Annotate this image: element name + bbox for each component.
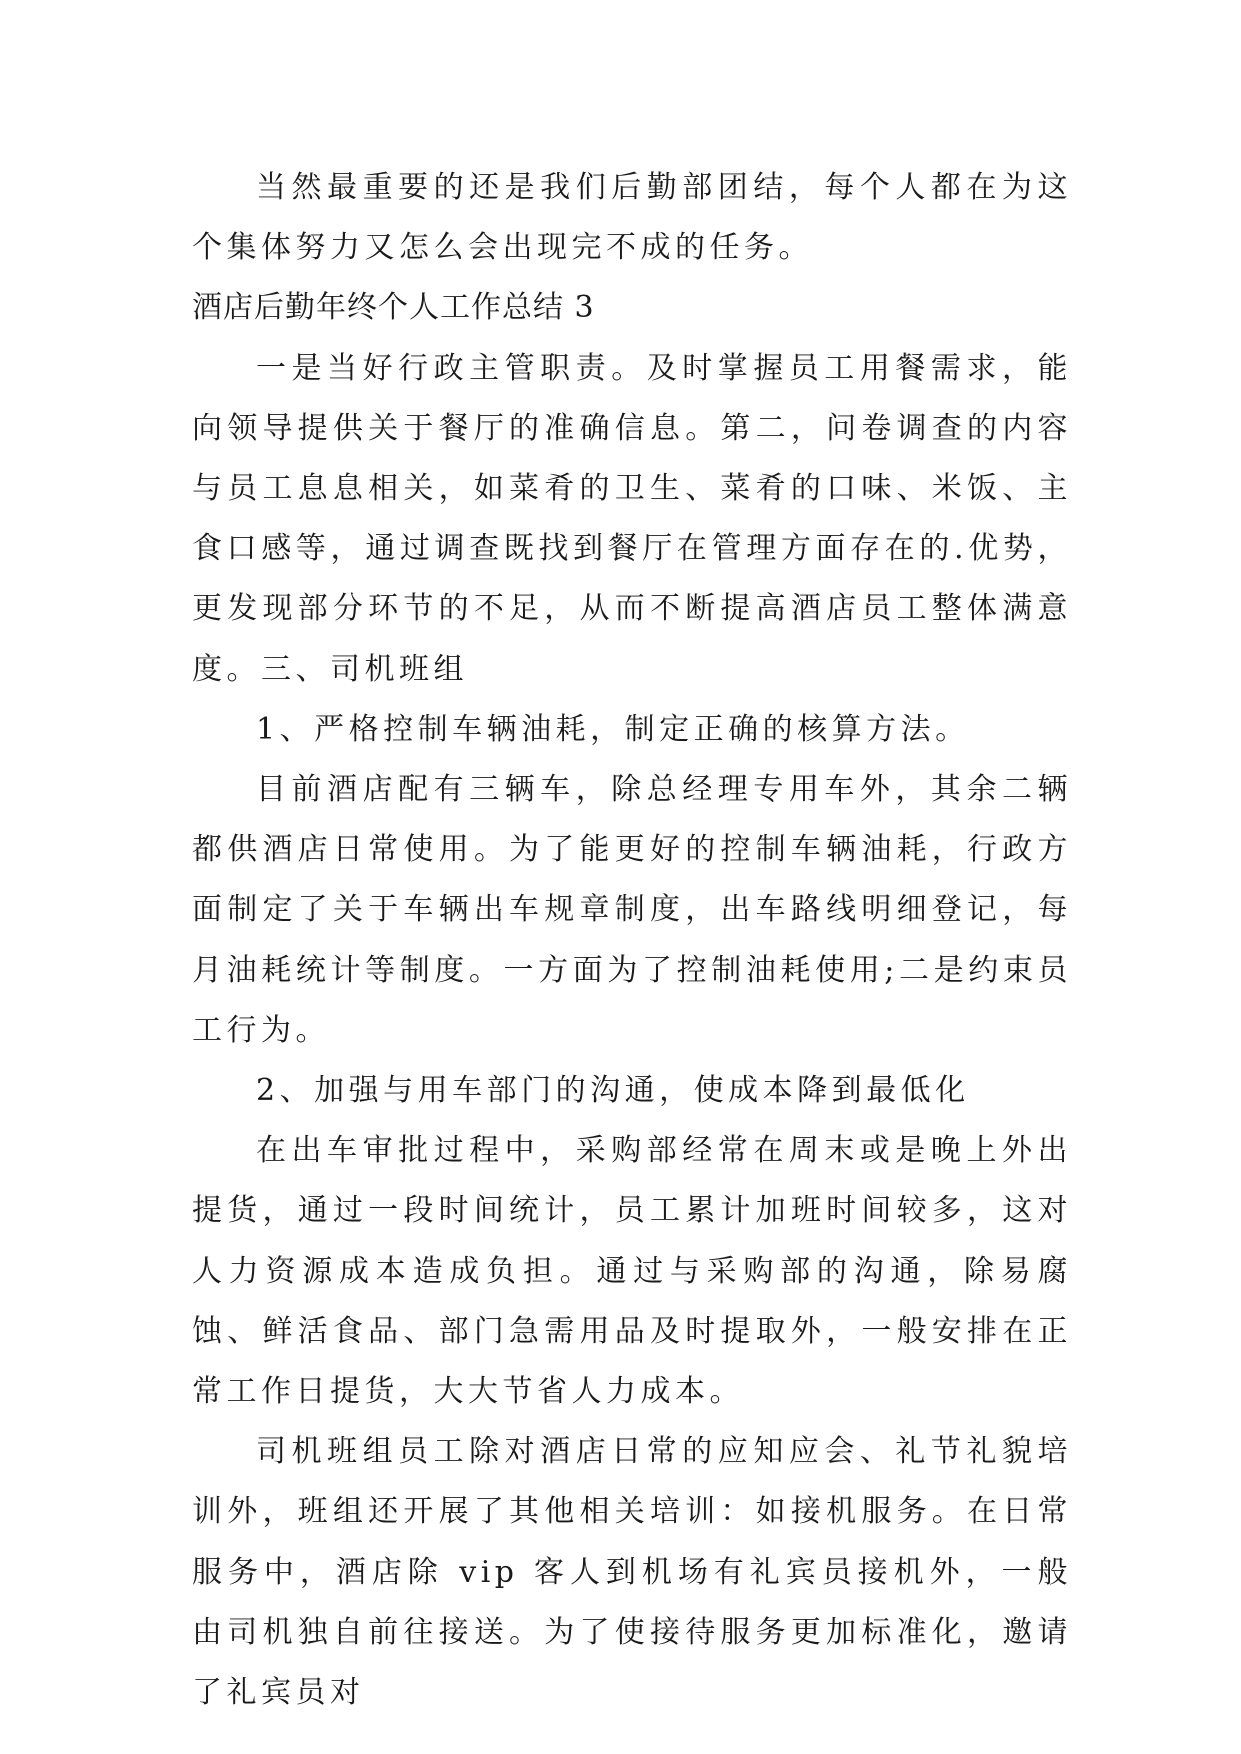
- paragraph-vehicles: 目前酒店配有三辆车，除总经理专用车外，其余二辆都供酒店日常使用。为了能更好的控制车辆油耗，行政方面制定了关于车辆出车规章制度，出车路线明细登记，每月油耗统计等制度。一方面为了控制油耗使用;二是约束员工行为。: [192, 772, 1072, 1048]
- paragraph-admin-duties: 一是当好行政主管职责。及时掌握员工用餐需求，能向领导提供关于餐厅的准确信息。第二，问卷调查的内容与员工息息相关，如菜肴的卫生、菜肴的口味、米饭、主食口感等，通过调查既找到餐厅在管理方面存在的.优势，更发现部分环节的不足，从而不断提高酒店员工整体满意度。三、司机班组: [192, 350, 1072, 687]
- paragraph-driver-training: 司机班组员工除对酒店日常的应知应会、礼节礼貌培训外，班组还开展了其他相关培训：如接机服务。在日常服务中，酒店除 vip 客人到机场有礼宾员接机外，一般由司机独自前往接送。为了使接待服务更加标准化，邀请了礼宾员对: [192, 1434, 1072, 1711]
- paragraph-fuel-control-title: 1、严格控制车辆油耗，制定正确的核算方法。: [256, 711, 970, 747]
- section-heading: 酒店后勤年终个人工作总结 3: [192, 290, 595, 326]
- paragraph-communication-title: 2、加强与用车部门的沟通，使成本降到最低化: [256, 1073, 970, 1109]
- document-body: [192, 158, 1072, 1723]
- paragraph-teamwork: 当然最重要的还是我们后勤部团结，每个人都在为这个集体努力又怎么会出现完不成的任务。: [192, 170, 1072, 266]
- paragraph-approval-process: 在出车审批过程中，采购部经常在周末或是晚上外出提货，通过一段时间统计，员工累计加班时间较多，这对人力资源成本造成负担。通过与采购部的沟通，除易腐蚀、鲜活食品、部门急需用品及时提取外，一般安排在正常工作日提货，大大节省人力成本。: [192, 1133, 1072, 1410]
